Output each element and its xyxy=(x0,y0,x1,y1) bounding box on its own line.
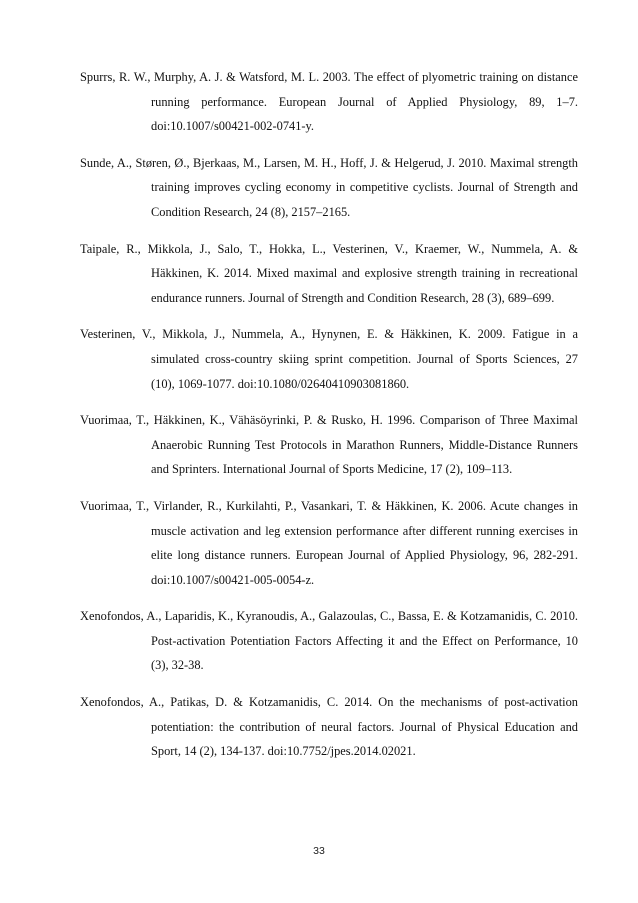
reference-entry-spurrs-2003: Spurrs, R. W., Murphy, A. J. & Watsford, M. L. 2003. The effect of plyometric training on distance running performance. European Journal of Applied Physiology, 89, 1–7. doi:10.1007/s00421-002-0741-y. xyxy=(80,70,578,134)
reference-entry-vuorimaa-1996: Vuorimaa, T., Häkkinen, K., Vähäsöyrinki, P. & Rusko, H. 1996. Comparison of Three Maximal Anaerobic Running Test Protocols in Marathon Runners, Middle-Distance Runners and Sprinters. International Journal of Sports Medicine, 17 (2), 109–113. xyxy=(80,413,578,477)
page-number: 33 xyxy=(313,845,325,857)
reference-entry-taipale-2014: Taipale, R., Mikkola, J., Salo, T., Hokka, L., Vesterinen, V., Kraemer, W., Nummela, A. & Häkkinen, K. 2014. Mixed maximal and explosive strength training in recreational endurance runners. Journal of Strength and Condition Research, 28 (3), 689–699. xyxy=(80,241,578,305)
reference-entry-sunde-2010: Sunde, A., Støren, Ø., Bjerkaas, M., Larsen, M. H., Hoff, J. & Helgerud, J. 2010. Maximal strength training improves cycling economy in competitive cyclists. Journal of Strength and Condition Research, 24 (8), 2157–2165. xyxy=(80,155,578,219)
reference-entry-vesterinen-2009: Vesterinen, V., Mikkola, J., Nummela, A., Hynynen, E. & Häkkinen, K. 2009. Fatigue in a simulated cross-country skiing sprint competition. Journal of Sports Sciences, 27 (10), 1069-1077. doi:10.1080/02640410903081860. xyxy=(80,327,578,391)
reference-entry-vuorimaa-2006: Vuorimaa, T., Virlander, R., Kurkilahti, P., Vasankari, T. & Häkkinen, K. 2006. Acute changes in muscle activation and leg extension performance after different running exercises in elite long distance runners. European Journal of Applied Physiology, 96, 282-291. doi:10.1007/s00421-005-0054-z. xyxy=(80,498,578,587)
reference-list xyxy=(80,65,578,776)
reference-entry-xenofondos-2010: Xenofondos, A., Laparidis, K., Kyranoudis, A., Galazoulas, C., Bassa, E. & Kotzamanidis, C. 2010. Post-activation Potentiation Factors Affecting it and the Effect on Performance, 10 (3), 32-38. xyxy=(80,609,578,673)
reference-entry-xenofondos-2014: Xenofondos, A., Patikas, D. & Kotzamanidis, C. 2014. On the mechanisms of post-activation potentiation: the contribution of neural factors. Journal of Physical Education and Sport, 14 (2), 134-137. doi:10.7752/jpes.2014.02021. xyxy=(80,695,578,759)
